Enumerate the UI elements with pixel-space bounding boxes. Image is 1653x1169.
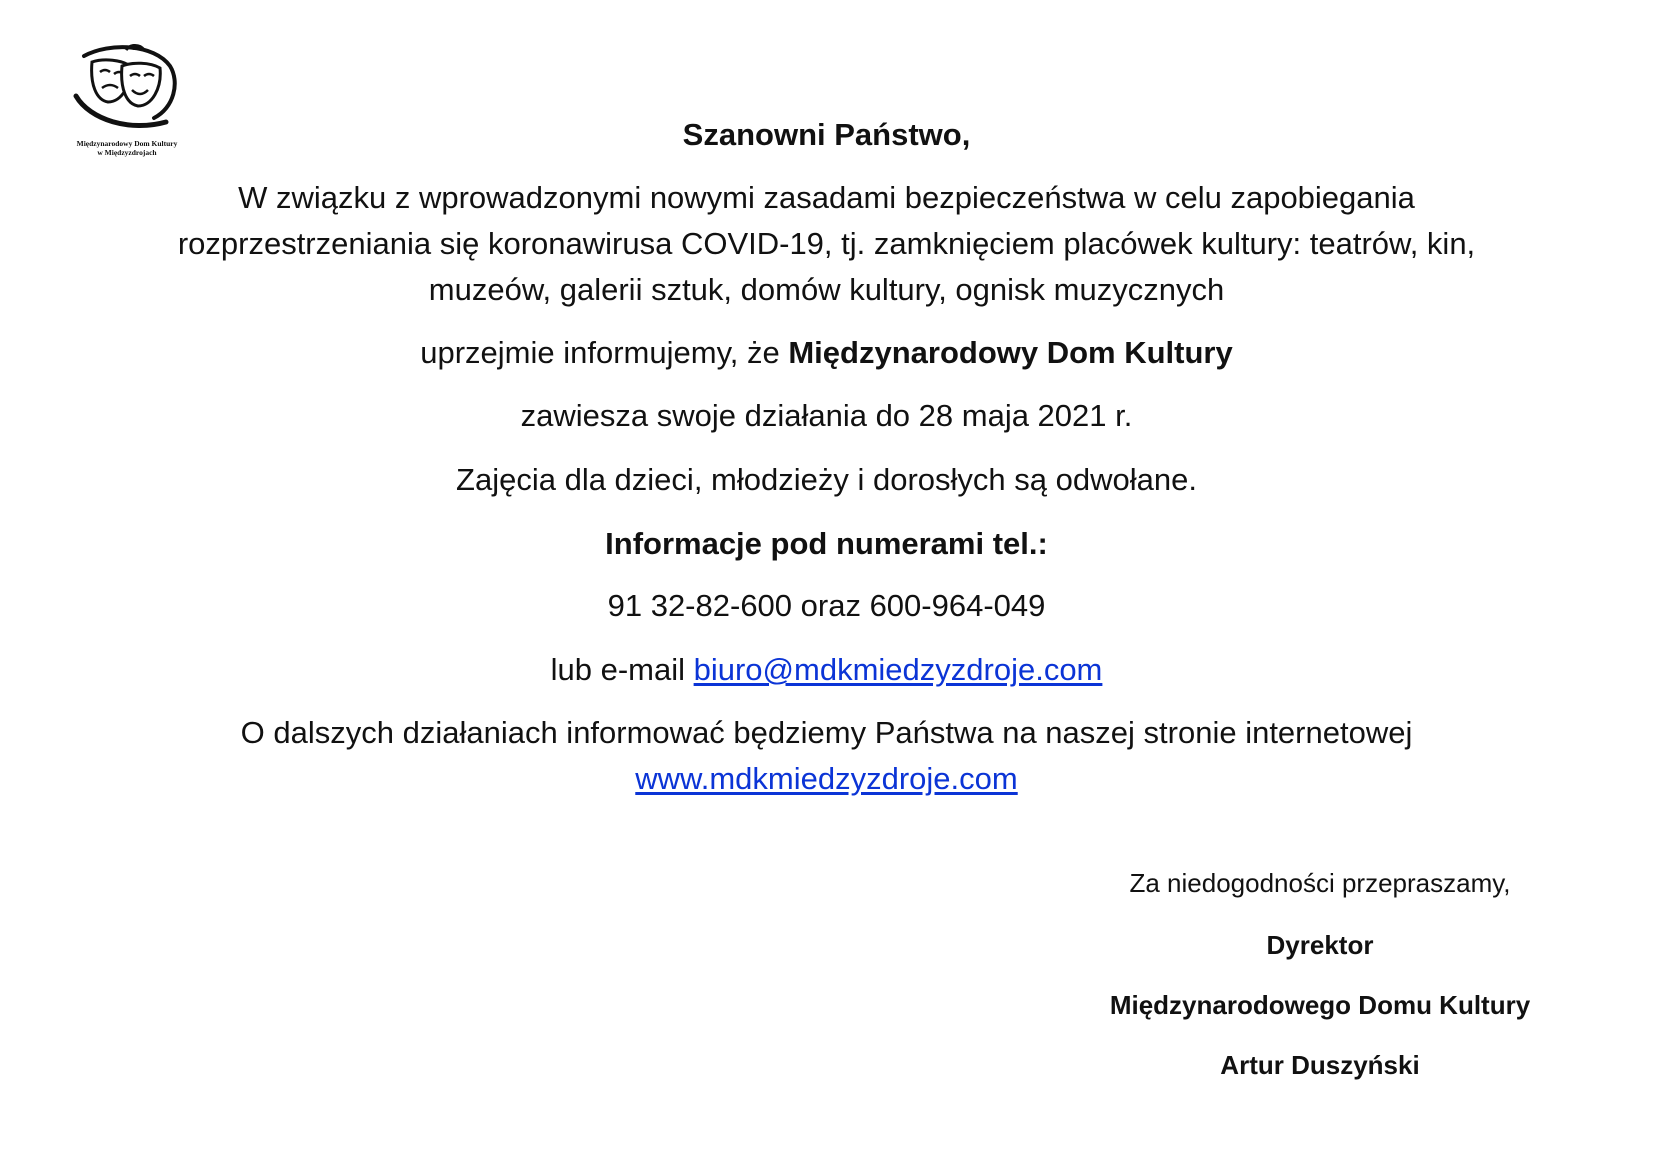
institution-name: Międzynarodowy Dom Kultury — [788, 335, 1233, 370]
email-line — [0, 647, 1653, 693]
logo-caption-line-1: Międzynarodowy Dom Kultury — [76, 139, 178, 148]
website-line — [0, 756, 1653, 802]
signature-name: Artur Duszyński — [1220, 1050, 1420, 1080]
inform-prefix: uprzejmie informujemy, że — [420, 335, 789, 370]
info-heading: Informacje pod numerami tel.: — [605, 526, 1048, 561]
website-link[interactable]: www.mdkmiedzyzdroje.com — [635, 761, 1018, 796]
inform-line — [0, 330, 1653, 376]
paragraph-1-line-3: muzeów, galerii sztuk, domów kultury, ognisk muzycznych — [428, 272, 1225, 307]
email-link[interactable]: biuro@mdkmiedzyzdroje.com — [693, 652, 1103, 687]
logo-caption-line-2: w Międzyzdrojach — [97, 148, 157, 157]
email-prefix: lub e-mail — [550, 652, 694, 687]
apology: Za niedogodności przepraszamy, — [1129, 868, 1511, 898]
classes-cancelled: Zajęcia dla dzieci, młodzieży i dorosłych są odwołane. — [456, 462, 1197, 497]
suspension-notice: zawiesza swoje działania do 28 maja 2021 r. — [520, 398, 1133, 433]
further-info: O dalszych działaniach informować będziemy Państwa na naszej stronie internetowej — [240, 715, 1413, 750]
signature-institution: Międzynarodowego Domu Kultury — [1109, 990, 1531, 1020]
paragraph-1-line-1: W związku z wprowadzonymi nowymi zasadami bezpieczeństwa w celu zapobiegania — [238, 180, 1415, 215]
signature-title: Dyrektor — [1266, 930, 1374, 960]
greeting: Szanowni Państwo, — [682, 117, 971, 152]
paragraph-1-line-2: rozprzestrzeniania się koronawirusa COVID-19, tj. zamknięciem placówek kultury: teatrów, kin, — [177, 226, 1476, 261]
phone-numbers: 91 32-82-600 oraz 600-964-049 — [607, 588, 1046, 623]
